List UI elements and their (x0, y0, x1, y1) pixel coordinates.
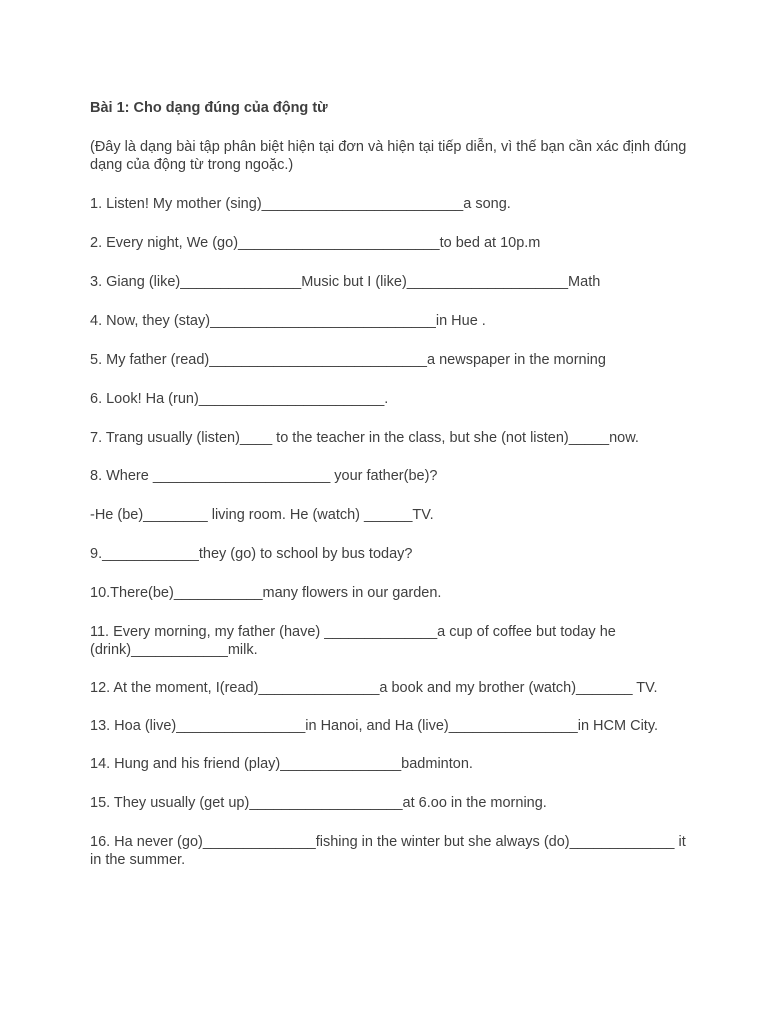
exercise-item-11: 11. Every morning, my father (have) ______________a cup of coffee but today he (drink)____________milk. (90, 624, 620, 658)
exercise-item-5: 5. My father (read)___________________________a newspaper in the morning (90, 352, 606, 368)
exercise-item-2: 2. Every night, We (go)_________________________to bed at 10p.m (90, 235, 541, 251)
exercise-instructions: (Đây là dạng bài tập phân biệt hiện tại đơn và hiện tại tiếp diễn, vì thế bạn cần xác định đúng dạng của động từ trong ngoặc.) (90, 139, 687, 173)
exercise-item-10: 10.There(be)___________many flowers in our garden. (90, 585, 442, 601)
worksheet (90, 99, 690, 890)
exercise-item-3: 3. Giang (like)_______________Music but I (like)____________________Math (90, 274, 601, 290)
exercise-item-1: 1. Listen! My mother (sing)_________________________a song. (90, 196, 511, 212)
exercise-item-8-continued: -He (be)________ living room. He (watch) ______TV. (90, 507, 434, 523)
exercise-item-8: 8. Where ______________________ your father(be)? (90, 468, 438, 484)
exercise-item-16: 16. Ha never (go)______________fishing in the winter but she always (do)_____________ it in the summer. (90, 834, 690, 868)
exercise-item-14: 14. Hung and his friend (play)_______________badminton. (90, 756, 473, 772)
exercise-item-12: 12. At the moment, I(read)_______________a book and my brother (watch)_______ TV. (90, 680, 658, 696)
exercise-item-7: 7. Trang usually (listen)____ to the teacher in the class, but she (not listen)_____now. (90, 430, 639, 446)
exercise-item-4: 4. Now, they (stay)____________________________in Hue . (90, 313, 486, 329)
exercise-item-15: 15. They usually (get up)___________________at 6.oo in the morning. (90, 795, 547, 811)
exercise-title: Bài 1: Cho dạng đúng của động từ (90, 100, 328, 116)
exercise-item-9: 9.____________they (go) to school by bus today? (90, 546, 413, 562)
exercise-item-6: 6. Look! Ha (run)_______________________. (90, 391, 389, 407)
exercise-item-13: 13. Hoa (live)________________in Hanoi, and Ha (live)________________in HCM City. (90, 718, 659, 734)
